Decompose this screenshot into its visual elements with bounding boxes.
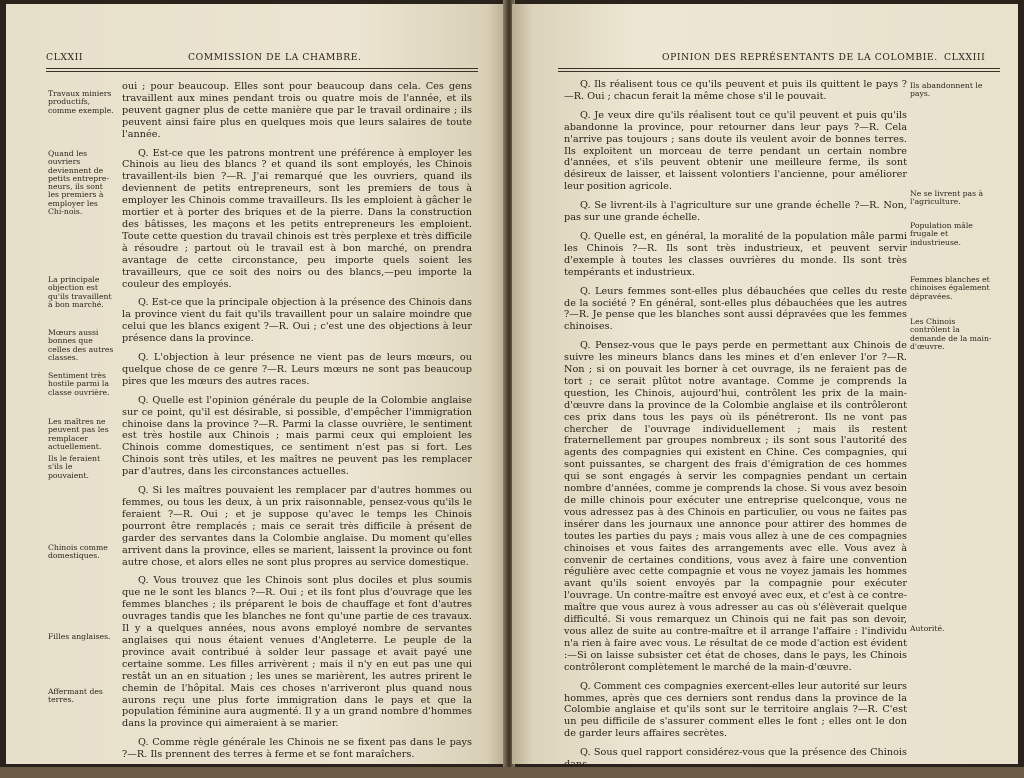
paragraph: Q. Vous trouvez que les Chinois sont plus dociles et plus soumis que ne le sont les blancs ?—R. Oui ; et ils font plus d'ouvrage que les femmes blanches ; ils préparent le bois de chauffage et font d'autres ouvrages tandis que les blanches ne font qu'une partie de ces travaux. Il y a quelques années, nous avons employé nombre de servantes anglaises qui nous étaient venues d'Angleterre. Le peuple de la province avait contribué à solder leur passage et avait payé une certaine somme. Les filles arrivèrent ; mais il n'y en eut pas une qui restât un an en situation ; les unes se marièrent, les autres prirent le chemin de l'hôpital. Mais ces choses n'arriveront plus quand nous aurons reçu une plus forte immigration dans le pays et que la population féminine aura augmenté. Il y a un grand nombre d'hommes dans la province qui aimeraient à se marier.	[122, 575, 472, 730]
margin-note: Sentiment très hostile parmi la classe ouvrière.	[48, 371, 110, 397]
margin-note: Affermant des terres.	[48, 687, 103, 705]
paragraph: Q. Quelle est, en général, la moralité de la population mâle parmi les Chinois ?—R. Ils sont très industrieux, et peuvent servir d'exemple à toutes les classes ouvrières du monde. Ils sont très tempérants et industrieux.	[564, 230, 907, 278]
paragraph: Q. Pensez-vous que le pays perde en permettant aux Chinois de suivre les mineurs blancs dans les mines et d'en enlever l'or ?—R. Non ; si on pouvait les borner à cet ouvrage, ils ne feraient pas de tort ; ce serait plûtot notre avantage. Comme je comprends la question, les Chinois, aujourd'hui, contrôlent les prix de la main-d'œuvre dans la province de la Colombie anglaise et ils contrôleront ces prix dans tous les pays où ils pénétreront. Ils ne vont pas chercher de l'ouvrage individuellement ; mais ils restent fraternellement par groupes nombreux ; ils sont sous l'autorité des agents des compagnies qui existent en Chine. Ces compagnies, qui sont puissantes, se chargent des frais d'émigration de ces hommes qui se sont engagés à servir les compagnies pendant un certain nombre d'années, comme je comprends la chose. Si vous avez besoin de mille chinois pour exécuter une entreprise quelconque, vous ne vous adressez pas à des Chinois en particulier, ou vous ne faites pas insérer dans les journaux une annonce pour attirer des hommes de toutes les parties du pays ; mais vous allez à une de ces compagnies chinoises et vous faites des arrangements avec elle. Vous avez à convenir de certaines conditions, vous avez à faire une convention régulière avec cette compagnie et vous ne voyez jamais les hommes avant qu'ils soient envoyés par la compagnie pour exécuter l'ouvrage. Un contre-maître est envoyé avec eux, et c'est à ce contre-maître que vous aurez à vous adresser au cas où s'élèverait quelque difficulté. Si vous remarquez un Chinois qui ne fait pas son devoir, vous allez de suite au contre-maître et il arrange l'affaire : l'individu n'a rien à faire avec vous. Le résultat de ce mode d'action est évident :—Si on laisse subsister cet état de choses, dans le pays, les Chinois contrôleront complètement le marché de la main-d'œuvre.	[564, 340, 907, 673]
margin-note: Quand les ouvriers deviennent de petits entrepre-neurs, ils sont les premiers à employer les Chi-nois.	[48, 149, 110, 217]
margin-note: La principale objection est qu'ils travaillent à bon marché.	[48, 275, 112, 309]
right-header-rule-thin	[558, 71, 1000, 72]
right-header-rule	[558, 68, 1000, 69]
margin-note: Ils le feraient s'ils le pouvaient.	[48, 454, 101, 480]
left-page-number: CLXXII	[46, 52, 84, 63]
margin-note: Femmes blanches et chinoises également dépravées.	[910, 275, 990, 301]
paragraph: Q. Si les maîtres pouvaient les remplacer par d'autres hommes ou femmes, ou tous les deux, à un prix raisonnable, pensez-vous qu'ils le feraient ?—R. Oui ; et je suppose qu'avec le temps les Chinois pourront être remplacés ; mais ce serait très difficile à présent de garder des servantes dans la Colombie anglaise. Du moment qu'elles arrivent dans la province, elles se marient, laissent la province ou font autre chose, et alors elles ne sont plus propres au service domestique.	[122, 485, 472, 568]
left-page	[6, 4, 506, 764]
margin-note: Autorité.	[910, 624, 945, 633]
right-page	[512, 4, 1018, 771]
paragraph: Q. Est-ce que les patrons montrent une préférence à employer les Chinois au lieu des blancs ? et quand ils sont employés, les Chinois travaillent-ils bien ?—R. J'ai remarqué que les ouvriers, quand ils deviennent de petits entrepreneurs, sont les premiers de tous à employer les Chinois comme travailleurs. Ils les emploient à gâcher le mortier et à porter des briques et de la pierre. Dans la construction des bâtisses, les maçons et les petits entrepreneurs les emploient. Toute cette question du travail chinois est très perplexe et très difficile à résoudre ; partout où le travail est à bon marché, on prendra avantage de cette circonstance, peu importe quels soient les travailleurs, que ce soit des noirs ou des blancs,—peu importe la couleur des employés.	[122, 147, 472, 290]
paragraph: Q. L'objection à leur présence ne vient pas de leurs mœurs, ou quelque chose de ce genre ?—R. Leurs mœurs ne sont pas beaucoup pires que les mœurs des autres races.	[122, 352, 472, 387]
right-body-text	[564, 79, 907, 778]
paragraph: Q. Comment ces compagnies exercent-elles leur autorité sur leurs hommes, après que ces derniers sont rendus dans la province de la Colombie anglaise et qu'ils sont sur le territoire anglais ?—R. C'est un peu difficile de s'assurer comment elles le font ; elles ont le don de garder leurs affaires secrètes.	[564, 680, 907, 740]
right-running-head: OPINION DES REPRÉSENTANTS DE LA COLOMBIE.	[662, 52, 938, 63]
paragraph: oui ; pour beaucoup. Elles sont pour beaucoup dans cela. Ces gens travaillent aux mines pendant trois ou quatre mois de l'année, et ils peuvent gagner plus de cette manière que par le travail ordinaire ; ils peuvent ainsi faire plus en quelques mois que leurs salaires de toute l'année.	[122, 81, 472, 140]
paragraph: Q. Quelle est l'opinion générale du peuple de la Colombie anglaise sur ce point, qu'il est désirable, si possible, d'empêcher l'immigration chinoise dans la province ?—R. Parmi la classe ouvrière, le sentiment est très hostile aux Chinois ; mais parmi ceux qui emploient les Chinois comme domestiques, ce sentiment n'est pas si fort. Les Chinois sont très utiles, et les maîtres ne peuvent pas les remplacer par d'autres, dans les circonstances actuelles.	[122, 394, 472, 478]
right-page-number: CLXXIII	[944, 52, 986, 63]
margin-note: Chinois comme domestiques.	[48, 543, 108, 561]
paragraph: Q. Se livrent-ils à l'agriculture sur une grande échelle ?—R. Non, pas sur une grande échelle.	[564, 200, 907, 224]
left-header-rule-thin	[46, 71, 478, 72]
margin-note: Ils abandonnent le pays.	[910, 81, 983, 99]
left-header-rule	[46, 68, 478, 69]
margin-note: Filles anglaises.	[48, 632, 111, 641]
margin-note: Population mâle frugale et industrieuse.	[910, 221, 973, 247]
left-body-text	[122, 81, 472, 768]
paragraph: Q. Est-ce que la principale objection à la présence des Chinois dans la province vient du fait qu'ils travaillent pour un salaire moindre que celui que les blancs exigent ?—R. Oui ; c'est une des objections à leur présence dans la province.	[122, 297, 472, 345]
paragraph: Q. Sous quel rapport considérez-vous que la présence des Chinois dans	[564, 747, 907, 771]
margin-note: Ne se livrent pas à l'agriculture.	[910, 189, 984, 207]
paragraph: Q. Ils réalisent tous ce qu'ils peuvent et puis ils quittent le pays ?—R. Oui ; chacun ferait la même chose s'il le pouvait.	[564, 79, 907, 102]
margin-note: Les maîtres ne peuvent pas les remplacer actuellement.	[48, 417, 109, 451]
paragraph: Q. Je veux dire qu'ils réalisent tout ce qu'il peuvent et puis qu'ils abandonne la province, pour retourner dans leur pays ?—R. Cela n'arrive pas toujours ; sans doute ils veulent avoir de bonnes terres. Ils exploitent un morceau de terre pendant un certain nombre d'années, et s'ils peuvent obtenir une meilleure ferme, ils sont désireux de laisser, et laissent volontiers l'ancienne, pour améliorer leur position agricole.	[564, 109, 907, 193]
margin-note: Travaux miniers productifs, comme exemple.	[48, 89, 114, 115]
paragraph: Q. Leurs femmes sont-elles plus débauchées que celles du reste de la société ? En général, sont-elles plus débauchées que les autres ?—R. Je pense que les blanches sont aussi dépravées que les femmes chinoises.	[564, 285, 907, 333]
left-running-head: COMMISSION DE LA CHAMBRE.	[188, 52, 362, 63]
paragraph: Q. Comme règle générale les Chinois ne se fixent pas dans le pays ?—R. Ils prennent des terres à ferme et se font maraîchers.	[122, 737, 472, 761]
margin-note: Mœurs aussi bonnes que celles des autres classes.	[48, 328, 114, 362]
margin-note: Les Chinois contrôlent la demande de la main-d'œuvre.	[910, 317, 992, 351]
